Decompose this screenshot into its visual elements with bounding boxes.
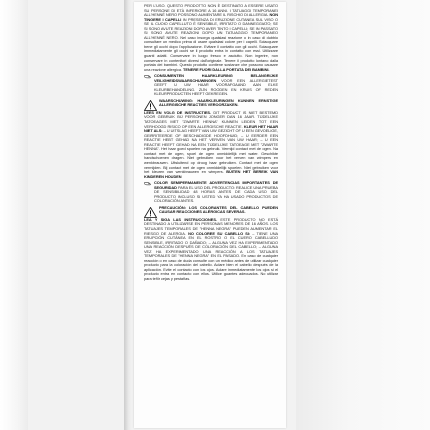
bottle-surface-right [296,0,430,430]
nl-no-dye: KLEUR HET HAAR NIET ALS: [144,123,278,134]
it-warning: NON TINGERE I CAPELLI [144,12,278,22]
es-no-dye: NO COLOREE SU CABELLO SI: [188,230,253,236]
italian-section [144,4,278,72]
es-read: LEA Y SIGA LAS INSTRUCCIONES. [144,216,221,222]
nl-body: DIT PRODUCT IS NIET BESTEMD VOOR GEBRUIK BIJ PERSONEN JONGER DAN 16 JAAR. TIJDELIJKE TATOEAGES MET "ZWARTE HENNA" KUNNEN LEIDEN TOT EEN VERHOOGD RISICO OP EEN ALLERGISCHE REACTIE. [144,109,278,129]
it-body: IN PRESENZA DI ERUZIONE CUTANEA SUL VISO O SE IL CUOIO CAPELLUTO È SENSIBILE, IRRITATO O DANNEGGIATO; SE SI SONO AVUTE REAZIONI DOPO AVER TINTO I CAPELLI; SE IN PASSATO SI SONO AVUTE REAZIONI DOPO UN TATUAGGIO TEMPORANEO ALL'HENNÉ NERO. Nel caso insorga qualsiasi reazione o in caso di dubbio consultare un medico prima di usare qualsiasi colore per i capelli. Sciacquare bene gli occhi dopo l'applicazione. Evitare il contatto con gli occhi. Sciacquare immediatamente gli occhi se il prodotto entra in contatto con essi. Utilizzare guanti adatti. Conservare in luogo fresco e asciutto. Non ingerire, non conservare in contenitori diversi dall'originale. Tenere il prodotto lontano dalla portata dei bambini. Questo prodotto contiene sostanze che possono causare una reazione allergica. [144,16,278,72]
es-head: COLOR SEMIPERMANENTE ADVERTENCIAS IMPORTANTES DE SEGURIDAD [154,180,278,190]
nl-warning: WAARSCHUWING: HAARKLEURINGEN KUNNEN ERNSTIGE ALLERGISCHE REACTIES VEROORZAKEN. [159,97,278,108]
hand-pointing-icon [144,181,152,186]
es-body-2: – TIENE UNA ERUPCIÓN CUTÁNEA EN EL ROSTRO O EL CUERO CABELLUDO SENSIBLE, IRRITADO O DAÑADO; – ALGUNA VEZ HA EXPERIMENTADO UNA REACCIÓN DESPUÉS DE COLORACIÓN DEL CABELLO; – ALGUNA VEZ HA EXPERIMENTADO UNA REACCIÓN A LOS TATUAJES TEMPORALES DE "HENNA NEGRA" EN EL PASADO. En caso de cualquier reacción o en caso de duda consulte con un médico antes de utilizar cualquier producto para la coloración del cabello. Aclare bien el cabello después de la aplicación. Evite el contacto con los ojos. Aclare inmediatamente los ojos si el producto entra en contacto con ellos. Utilice guantes adecuados. No utilizar para teñir cejas y pestañas. [144,230,278,281]
bottle-surface-left [0,0,28,430]
it-intro: PER L'USO. QUESTO PRODOTTO NON È DESTINATO A ESSERE USATO SU PERSONE DI ETÀ INFERIORE A 16 ANNI. I TATUAGGI TEMPORANEI ALL'HENNÉ NERO POSSONO AUMENTARE IL RISCHIO DI ALLERGIA. [144,3,278,18]
es-body: ESTE PRODUCTO NO ESTÁ DESTINADO A UTILIZARSE EN PERSONAS MENORES DE 16 AÑOS. LOS TATUAJES TEMPORALES DE "HENNA NEGRA" PUEDEN AUMENTAR EL RIESGO DE ALERGIA. [144,216,279,236]
nl-keep-away: BUITEN HET BEREIK VAN KINDEREN HOUDEN [144,169,278,179]
label-edge-shadow [124,0,132,430]
hand-pointing-icon [144,74,152,79]
es-head-body: PARA EL USO DEL PRODUCTO: REALICE UNA PRUEBA DE SENSIBILIDAD 48 HORAS ANTES DE CADA USO DEL PRODUCTO INCLUSO SI USTED YA HA USADO PRODUCTOS DE COLORACIÓN ANTES. [154,184,278,204]
es-warning: PRECAUCIÓN: LOS COLORANTES DEL CABELLO PUEDEN CAUSAR REACCIONES ALÉRGICAS SEVERAS. [159,204,278,215]
product-label [134,2,286,428]
nl-head-body: VOOR EEN ALLERGIETEST GEEFT U UW HAAR VOORAFGAAND AAN ELKE KLEURBEHANDELING. ZIJN ROODEN EN KRUIS OF REDEN KLEURPRODUCTEN HEEFT GEKREGEN. [154,77,278,97]
nl-read: LEES EN VOLG DE INSTRUCTIES. [144,109,214,115]
it-keep-away: TENERE FUORI DALLA PORTATA DEI BAMBINI. [183,66,270,72]
dutch-section [144,74,278,179]
nl-body-2: – U UITSLAG HEEFT VAN UW GEZICHT OF U EEN GEVOELIGE, GEIRRITEERDE OF BESCHADIGDE HOOFDHUID; – U EERDER EEN REACTIE HEBT GEHAD NA HET VERVEN VAN UW HAAR; – U EEN REACTIE HEEFT GEHAD NA EEN TIJDELIJKE TATOEAGE MET "ZWARTE HENNA". Het haar goed spoelen na gebruik. Vermijd contact met de ogen. Na contact met de ogen, spoel de ogen onmiddellijk met water. Geschikte handschoenen dragen. Niet gebruiken voor het verven van wimpers en wenkbrauwen. Uitsluitend op droog haar gebruiken. Contact met de ogen vermijden. Bij contact met de ogen onmiddellijk spoelen. Niet gebruiken voor het kleuren van wenkbrauwen en wimpers. [144,128,278,175]
spanish-section [144,181,278,281]
label-text-column [144,4,278,284]
nl-head: CONSUMENTEN HAARKLEURING BELANGRIJKE VEILIGHEIDSWAARSCHUWINGEN [154,73,278,83]
